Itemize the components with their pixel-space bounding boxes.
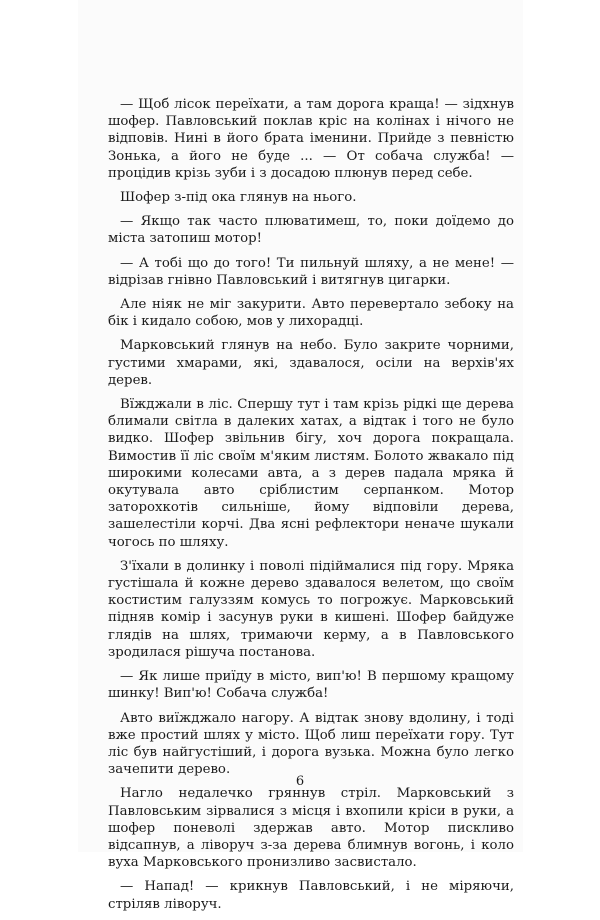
page-number: 6 xyxy=(295,774,305,789)
paragraph-3: — Якщо так часто плюватимеш, то, поки доїдемо до міста затопиш мотор! xyxy=(108,214,514,247)
paragraph-7: Вїжджали в ліс. Спершу тут і там крізь рідкі ще дерева блимали світла в далеких хатах, а відтак і того не було видко. Шофер звільнив бігу, хоч дорога покращала. Вимостив її ліс своїм м'яким листям. Болото жвакало під широкими колесами авта, а з дерев падала мряка й окутувала авто сріблистим серпанком. Мотор заторохкотів сильніше, йому відповіли дерева, зашелестіли корчі. Два ясні рефлектори неначе шукали чогось по шляху. xyxy=(108,397,514,550)
paragraph-4: — А тобі що до того! Ти пильнуй шляху, а не мене! — відрізав гнівно Павловський і витягнув цигарки. xyxy=(108,255,514,288)
paragraph-1: — Щоб лісок переїхати, а там дорога краща! — зідхнув шофер. Павловський поклав кріс на колінах і нічого не відповів. Нині в його брата іменини. Прийде з певністю Зонька, а його не буде ... — От собача служба! — процідив крізь зуби і з досадою плюнув перед себе. xyxy=(108,97,514,181)
paragraph-10: Авто виїжджало нагору. А відтак знову вдолину, і тоді вже простий шлях у місто. Щоб лиш переїхати гору. Тут ліс був найгустіший, і дорога вузька. Можна було легко зачепити дерево. xyxy=(108,710,514,778)
paragraph-6: Марковський глянув на небо. Було закрите чорними, густими хмарами, які, здавалося, осіли на верхів'ях дерев. xyxy=(108,338,514,388)
paragraph-9: — Як лише приїду в місто, вип'ю! В першому кращому шинку! Вип'ю! Собача служба! xyxy=(108,669,514,702)
paragraph-12: — Напад! — крикнув Павловський, і не міряючи, стріляв ліворуч. xyxy=(108,879,514,912)
body-text xyxy=(108,96,514,920)
paragraph-8: З'їхали в долинку і поволі підіймалися під гору. Мряка густішала й кожне дерево здавалося велетом, що своїм костистим галуззям комусь то погрожує. Марковський підняв комір і засунув руки в кишені. Шофер байдуже глядів на шлях, тримаючи керму, а в Павловського зродилася рішуча постанова. xyxy=(108,558,514,660)
paragraph-11: Нагло недалечко гряннув стріл. Марковський з Павловським зірвалися з місця і вхопили кріси в руки, а шофер поневолі здержав авто. Мотор пискливо відсапнув, а ліворуч з-за дерева блимнув вогонь, і коло вуха Марковського пронизливо засвистало. xyxy=(108,786,514,871)
paragraph-5: Але ніяк не міг закурити. Авто перевертало зебоку на бік і кидало собою, мов у лихорадці. xyxy=(108,297,514,330)
paragraph-2: Шофер з-під ока глянув на нього. xyxy=(120,190,357,206)
